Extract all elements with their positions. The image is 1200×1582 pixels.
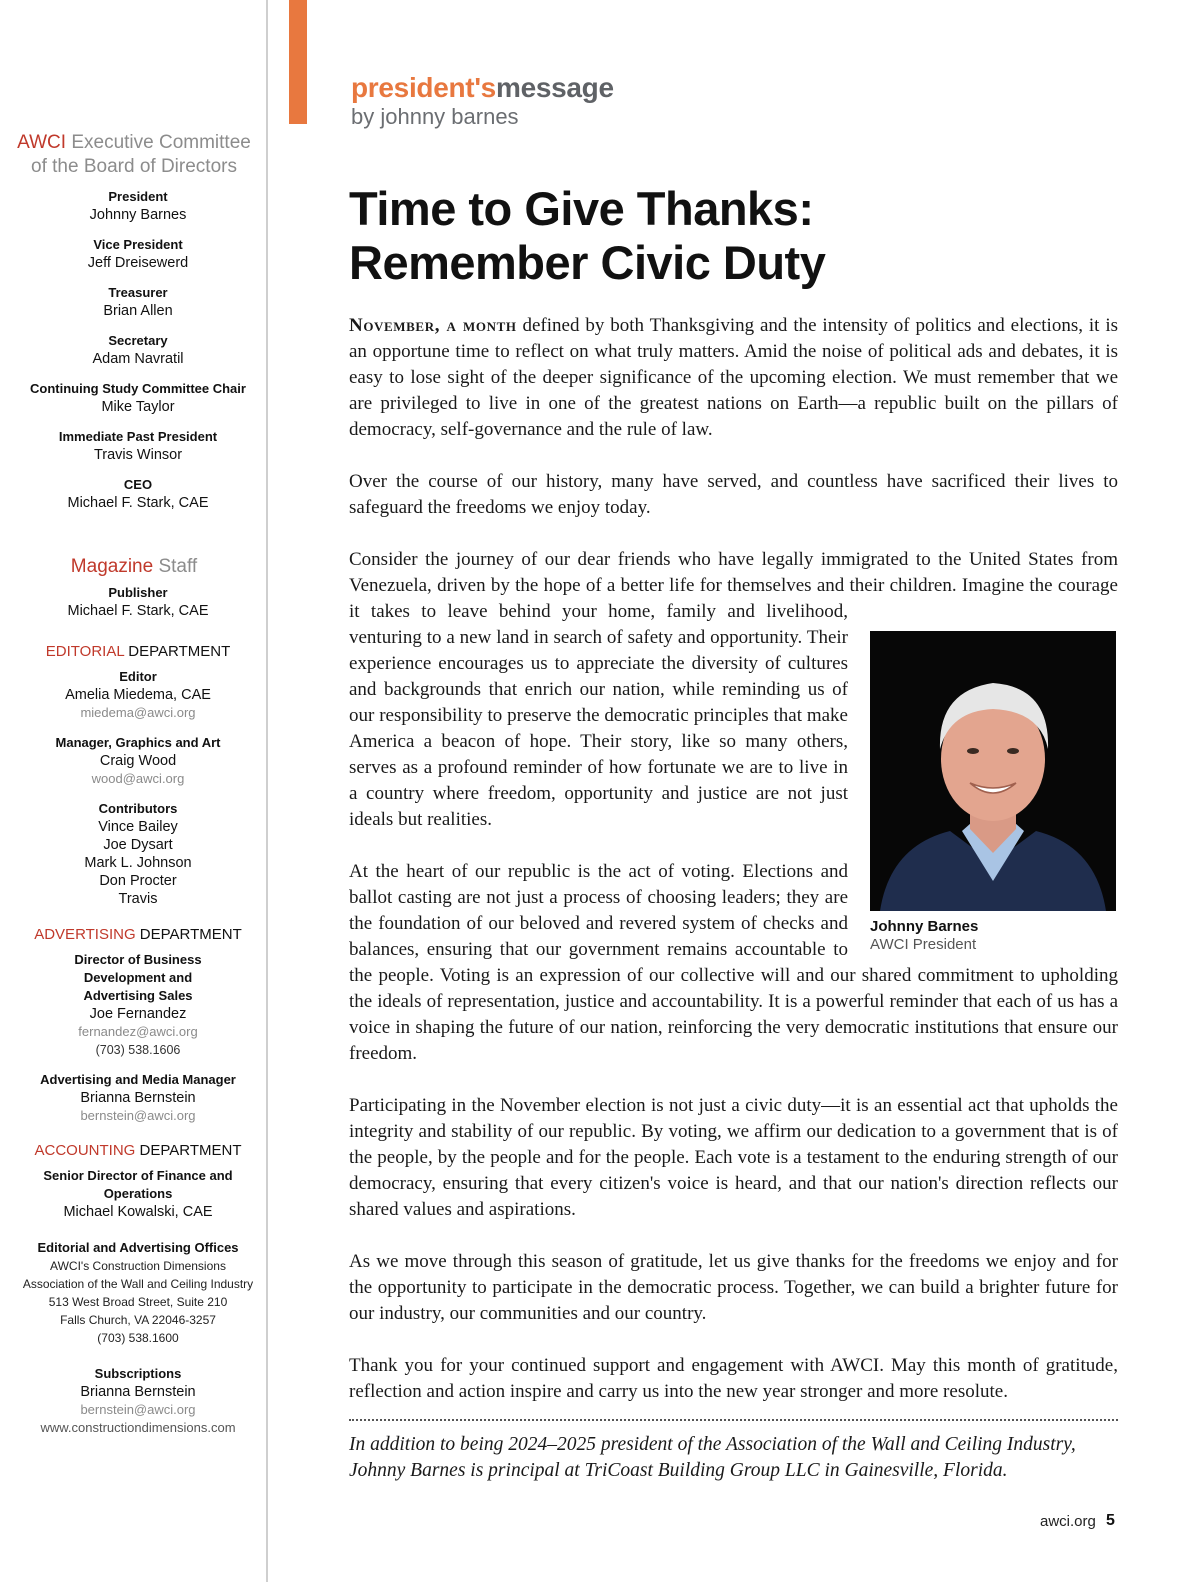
email-link[interactable]: wood@awci.org (91, 771, 185, 786)
paragraph: Participating in the November election is not just a civic duty—it is an essential act that upholds the integrity and stability of our republic. By voting, we affirm our dedication to a government that is of the people, by the people and for the people. Each vote is a testament to the enduring strength of our democracy, ensuring that every citizen's voice is heard, and that our nation's direction reflects our shared values and aspirations. (349, 1095, 1118, 1220)
website-link[interactable]: www.constructiondimensions.com (40, 1420, 236, 1435)
exec-member-vice-president: Vice President Jeff Dreisewerd (87, 237, 189, 271)
staff-contributors: Contributors Vince Bailey Joe Dysart Mark L. Johnson Don Procter Travis (84, 801, 192, 907)
author-photo-block (870, 631, 1116, 954)
exec-committee-heading: AWCI Executive Committee of the Board of Directors (17, 132, 251, 177)
photo-caption-name: Johnny Barnes (870, 918, 979, 935)
bio-divider (349, 1419, 1118, 1421)
paragraph-text: Consider the journey of our dear friends who have legally immigrated to the United States from Venezuela, driven by the hope of a better life for themselves and their children. Imagine the courage it takes to leave behind your home, family and livelihood, venturing to a new land in search of safety and opportunity. Their experience encourages us to appreciate the diversity of cultures and backgrounds that enrich our nation, while reminding us of our responsibility to preserve the democratic principles that make America a beacon of hope. Their story, like so many others, serves as a profound reminder of how fortunate we are to live in a country where freedom, opportunity and justice are not just ideals but realities. (349, 549, 1118, 830)
advertising-department-heading: ADVERTISING DEPARTMENT (34, 926, 242, 943)
subscriptions: Subscriptions Brianna Bernstein bernstein@awci.org www.constructiondimensions.com (0, 1365, 276, 1437)
photo-caption-title: AWCI President (870, 936, 977, 953)
paragraph: Thank you for your continued support and engagement with AWCI. May this month of gratitude, reflection and action inspire and carry us into the new year stronger and more resolute. (349, 1355, 1118, 1402)
accounting-department-heading: ACCOUNTING DEPARTMENT (34, 1142, 242, 1159)
paragraph: As we move through this season of gratitude, let us give thanks for the freedoms we enjoy and for the opportunity to participate in the democratic process. Together, we can build a brighter future for our industry, our communities and our country. (349, 1251, 1118, 1324)
exec-member-ceo: CEO Michael F. Stark, CAE (67, 477, 209, 511)
portrait-illustration (870, 631, 1116, 911)
author-photo (870, 631, 1116, 911)
email-link[interactable]: miedema@awci.org (80, 705, 196, 720)
editorial-department-heading: EDITORIAL DEPARTMENT (45, 643, 231, 660)
paragraph: November, a month defined by both Thanksgiving and the intensity of politics and elections, it is an opportune time to reflect on what truly matters. Amid the noise of political ads and debates, it is easy to lose sight of the deeper significance of the upcoming election. We must remember that we are privileged to live in one of the greatest nations on Earth—a republic built on the pillars of democracy, self-governance and the rule of law. (349, 315, 1118, 440)
paragraph: Over the course of our history, many have served, and countless have sacrificed their lives to safeguard the freedoms we enjoy today. (349, 471, 1118, 518)
magazine-staff-heading: Magazine Staff (70, 556, 198, 577)
page-number: 5 (1106, 1512, 1115, 1529)
staff-ad-director: Director of Business Development and Advertising Sales Joe Fernandez fernandez@awci.org (703) 538.1606 (0, 951, 276, 1059)
staff-graphics-manager: Manager, Graphics and Art Craig Wood wood@awci.org (0, 734, 276, 788)
staff-editor: Editor Amelia Miedema, CAE miedema@awci.org (0, 668, 276, 722)
lead-in: November, a month (349, 315, 517, 336)
masthead-sidebar (0, 0, 268, 1582)
staff-ad-manager: Advertising and Media Manager Brianna Bernstein bernstein@awci.org (0, 1071, 276, 1125)
article-headline: Time to Give Thanks: Remember Civic Duty (349, 182, 826, 289)
byline: by johnny barnes (351, 104, 519, 129)
author-bio: In addition to being 2024–2025 president of the Association of the Wall and Ceiling Industry, Johnny Barnes is principal at TriCoast Building Group LLC in Gainesville, Florida. (349, 1434, 1076, 1481)
exec-member-past-president: Immediate Past President Travis Winsor (58, 429, 218, 463)
email-link[interactable]: bernstein@awci.org (80, 1108, 196, 1123)
footer-site[interactable]: awci.org (1040, 1513, 1096, 1530)
exec-member-secretary: Secretary Adam Navratil (92, 333, 184, 367)
editorial-offices: Editorial and Advertising Offices AWCI's Construction Dimensions Association of the Wall and Ceiling Industry 513 West Broad Street, Suite 210 Falls Church, VA 22046-3257 (703) 538.1600 (22, 1240, 254, 1345)
staff-publisher: Publisher Michael F. Stark, CAE (67, 585, 209, 619)
paragraph: At the heart of our republic is the act of voting. Elections and ballot casting are not just a process of choosing leaders; they are the foundation of our beloved and revered system of checks and balances, ensuring that our government remains accountable to the people. Voting is an expression of our collective will and our shared commitment to upholding the ideals of representation, justice and accountability. It is a powerful reminder that each of us has a voice in shaping the future of our nation, reinforcing the very democratic institutions that ensure our freedom. (349, 861, 1118, 1064)
exec-member-president: President Johnny Barnes (89, 189, 187, 223)
email-link[interactable]: bernstein@awci.org (80, 1402, 196, 1417)
exec-member-study-chair: Continuing Study Committee Chair Mike Taylor (30, 381, 246, 415)
staff-finance-director: Senior Director of Finance and Operations Michael Kowalski, CAE (43, 1168, 233, 1220)
exec-member-treasurer: Treasurer Brian Allen (103, 285, 173, 319)
email-link[interactable]: fernandez@awci.org (78, 1024, 198, 1039)
column-label: president'smessage (351, 72, 614, 103)
accent-bar (289, 0, 307, 124)
